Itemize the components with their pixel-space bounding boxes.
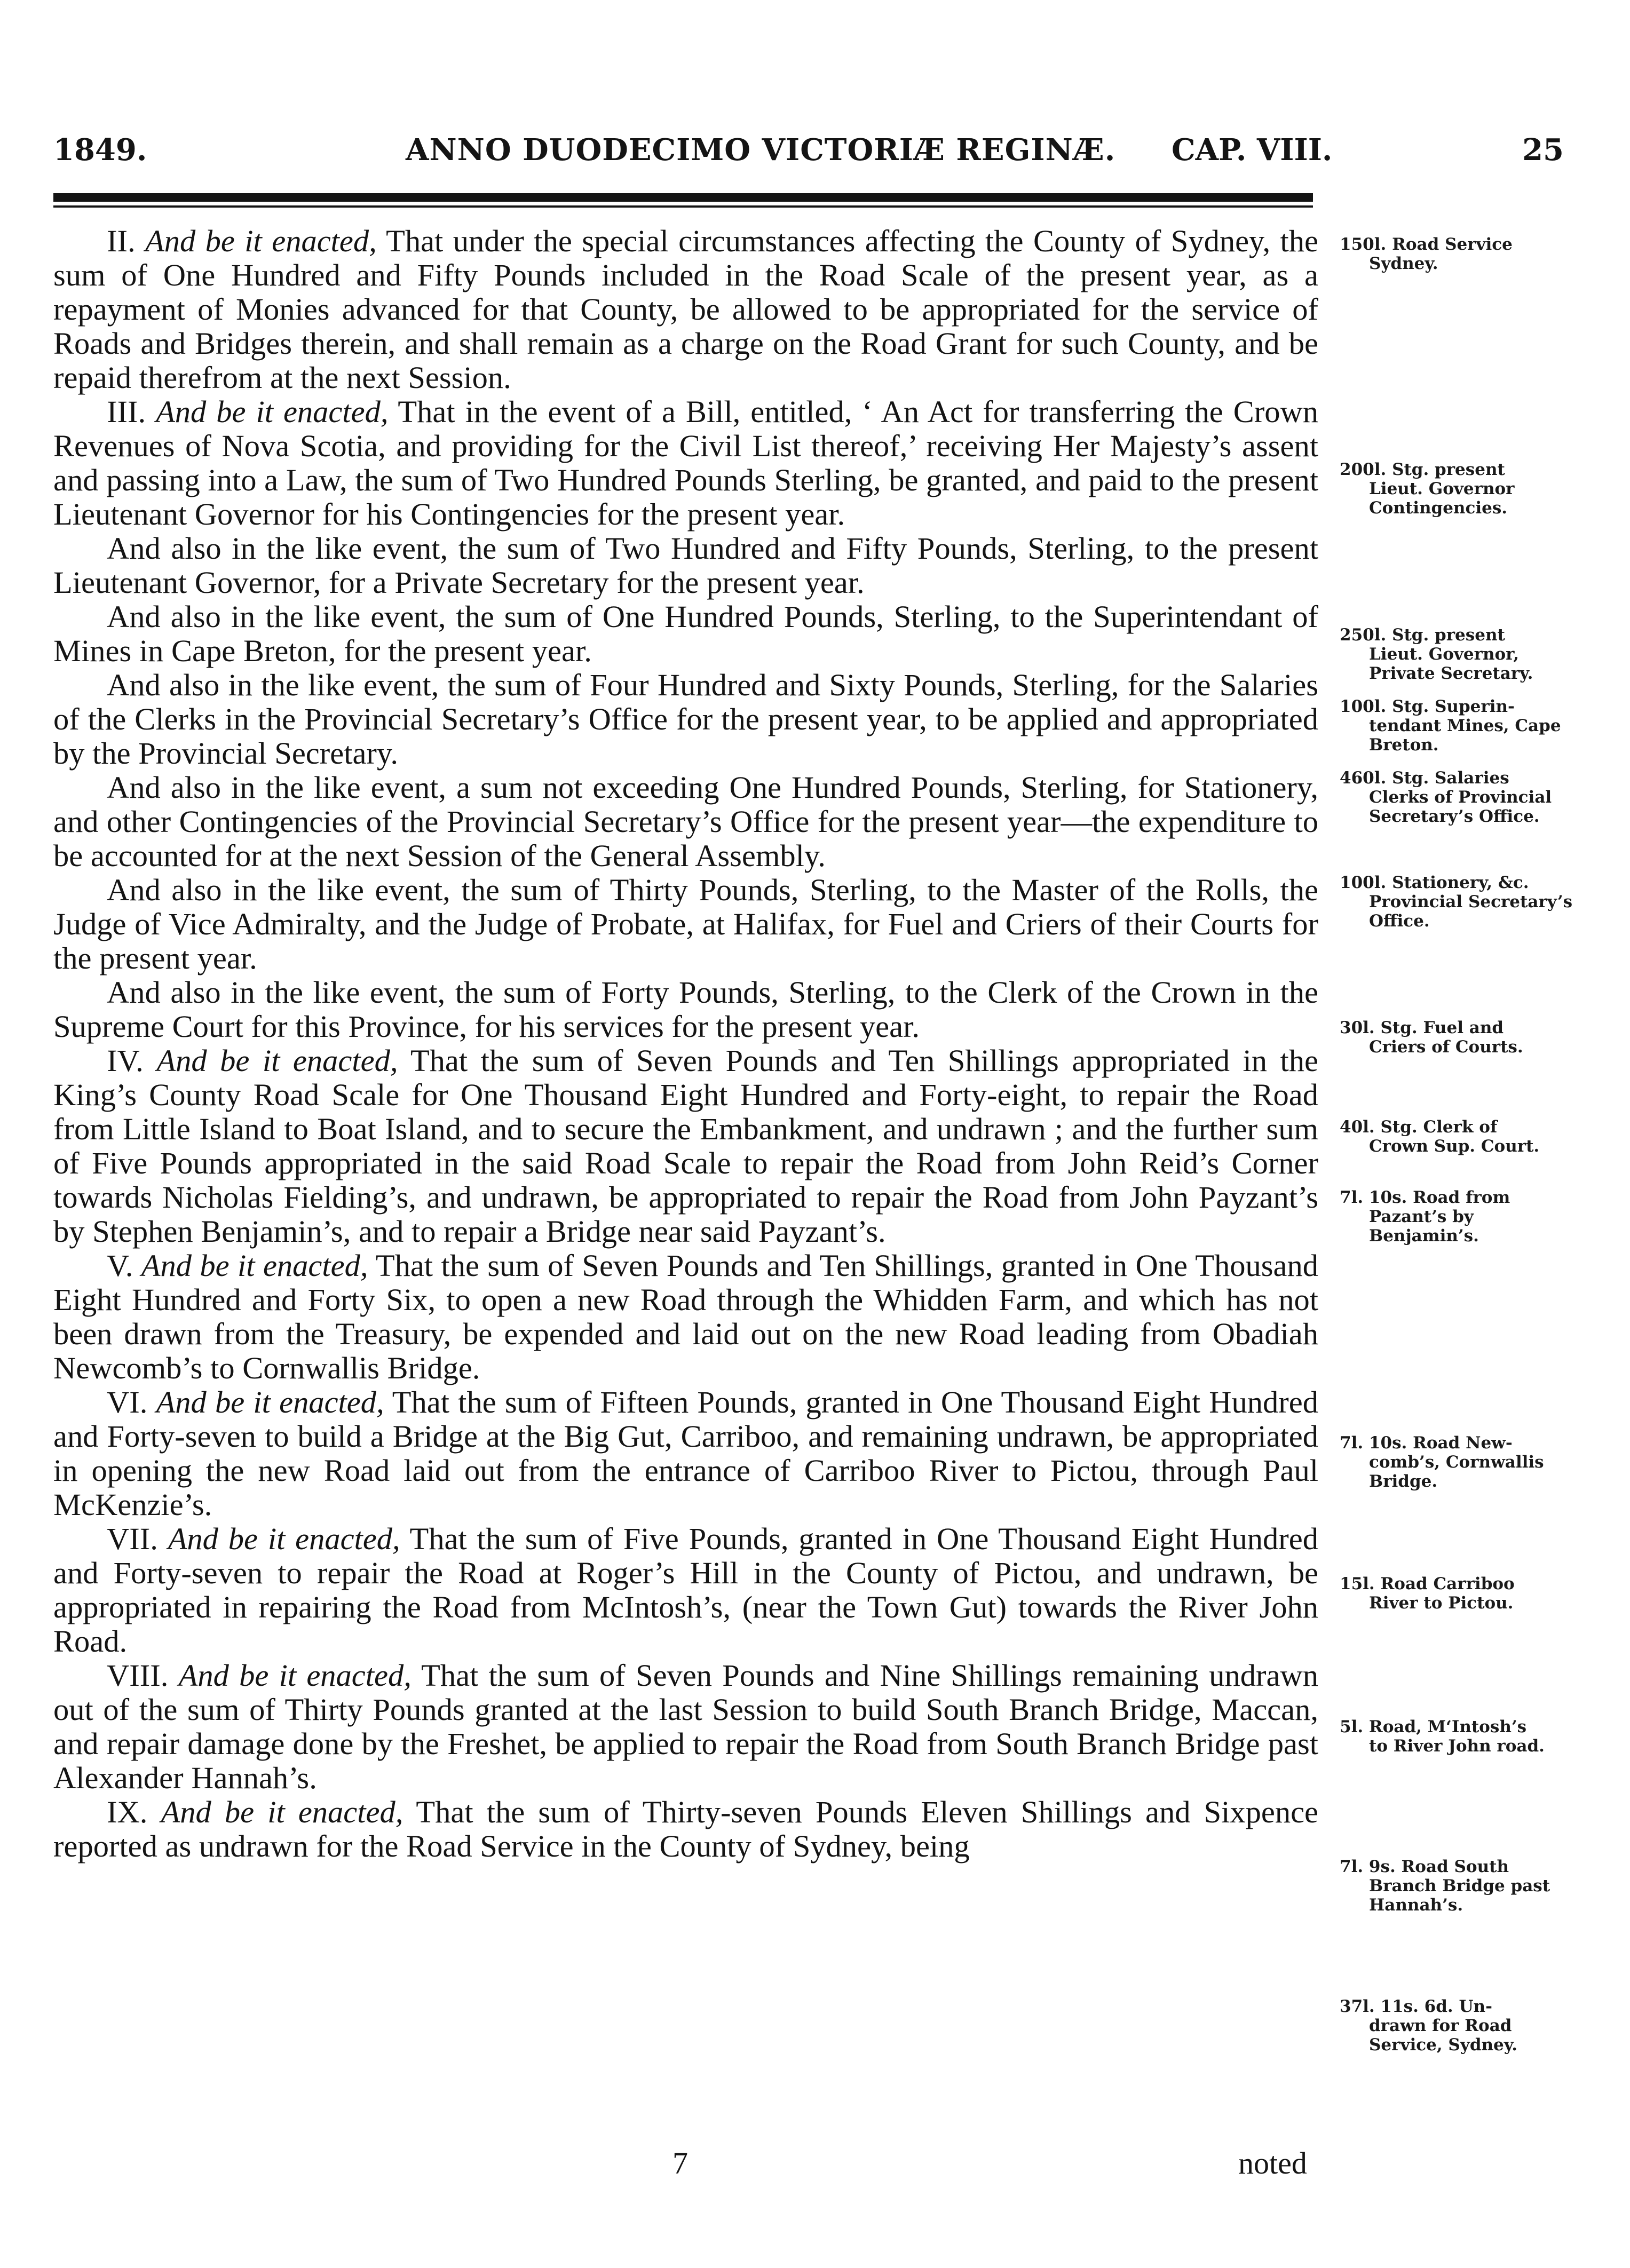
header-year: 1849. (53, 132, 147, 168)
page-number: 25 (1522, 132, 1564, 168)
clause-text: And also in the like event, the sum of Four Hundred and Sixty Pounds, Sterling, for the Salaries of the Clerks in the Provincial Secretary’s Office for the present year, to be applied and appropriated by the Provincial Secretary. (53, 668, 1318, 771)
section-paragraph (53, 1659, 1318, 1795)
margin-note: 37l. 11s. 6d. Un- drawn for Road Service, Sydney. (1340, 1997, 1518, 2055)
margin-note: 150l. Road Service Sydney. (1340, 235, 1513, 273)
section-paragraph (53, 1044, 1318, 1249)
clause-paragraph (53, 873, 1318, 976)
section-number: V. (107, 1248, 133, 1283)
section-paragraph (53, 1385, 1318, 1522)
clause-paragraph (53, 668, 1318, 771)
margin-note: 250l. Stg. present Lieut. Governor, Private Secretary. (1340, 625, 1533, 683)
section-number: IX. (107, 1795, 148, 1829)
margin-note: 200l. Stg. present Lieut. Governor Contingencies. (1340, 460, 1515, 518)
margin-note: 40l. Stg. Clerk of Crown Sup. Court. (1340, 1117, 1540, 1156)
section-number: VII. (107, 1521, 158, 1556)
clause-paragraph (53, 600, 1318, 668)
header-rule-thick (53, 193, 1313, 202)
clause-text: And also in the like event, the sum of Forty Pounds, Sterling, to the Clerk of the Crown in the Supreme Court for this Province, for his services for the present year. (53, 975, 1318, 1044)
enacting-clause: And be it enacted, (178, 1658, 412, 1693)
section-text: That the sum of Seven Pounds and Nine Shillings remaining undrawn out of the sum of Thirty Pounds granted at the last Session to build South Branch Bridge, Maccan, and repair damage done by the Freshet, be applied to repair the Road from South Branch Bridge past Alexander Hannah’s. (53, 1658, 1318, 1795)
section-text: That the sum of Seven Pounds and Ten Shillings appropriated in the King’s County Road Scale for One Thousand Eight Hundred and Forty-eight, to repair the Road from Little Island to Boat Island, and to secure the Embankment, and undrawn ; and the further sum of Five Pounds appropriated in the said Road Scale to repair the Road from John Reid’s Corner towards Nicholas Fielding’s, and undrawn, be appropriated to repair the Road from John Payzant’s by Stephen Benjamin’s, and to repair a Bridge near said Payzant’s. (53, 1043, 1318, 1249)
clause-text: And also in the like event, the sum of Thirty Pounds, Sterling, to the Master of the Rolls, the Judge of Vice Admiralty, and the Judge of Probate, at Halifax, for Fuel and Criers of their Courts for the present year. (53, 873, 1318, 976)
margin-note: 5l. Road, M‘Intosh’s to River John road. (1340, 1717, 1545, 1756)
section-number: VIII. (107, 1658, 169, 1693)
clause-text: And also in the like event, the sum of Two Hundred and Fifty Pounds, Sterling, to the present Lieutenant Governor, for a Private Secretary for the present year. (53, 531, 1318, 600)
enacting-clause: And be it enacted, (156, 394, 389, 429)
statute-body (53, 224, 1318, 1863)
clause-paragraph (53, 532, 1318, 600)
margin-note: 15l. Road Carriboo River to Pictou. (1340, 1574, 1515, 1613)
enacting-clause: And be it enacted, (145, 224, 377, 258)
header-chapter: CAP. VIII. (1172, 132, 1333, 168)
section-number: IV. (107, 1043, 144, 1078)
margin-note: 100l. Stationery, &c. Provincial Secretary’s Office. (1340, 873, 1573, 931)
section-paragraph (53, 395, 1318, 532)
section-text: That the sum of Thirty-seven Pounds Eleven Shillings and Sixpence reported as undrawn for the Road Service in the County of Sydney, being (53, 1795, 1319, 1863)
header-title: ANNO DUODECIMO VICTORIÆ REGINÆ. (406, 132, 1116, 168)
clause-paragraph (53, 976, 1318, 1044)
margin-note: 460l. Stg. Salaries Clerks of Provincial Secretary’s Office. (1340, 768, 1552, 826)
catchword: noted (1238, 2146, 1307, 2180)
header-rule-thin (53, 205, 1313, 208)
margin-note: 7l. 9s. Road South Branch Bridge past Hannah’s. (1340, 1857, 1550, 1915)
clause-text: And also in the like event, the sum of One Hundred Pounds, Sterling, to the Superintendant of Mines in Cape Breton, for the present year. (53, 599, 1318, 668)
margin-note: 7l. 10s. Road New- comb’s, Cornwallis Bridge. (1340, 1433, 1544, 1491)
section-paragraph (53, 1795, 1318, 1863)
enacting-clause: And be it enacted, (156, 1043, 398, 1078)
section-text: That under the special circumstances affecting the County of Sydney, the sum of One Hundred and Fifty Pounds included in the Road Scale of the present year, as a repayment of Monies advanced for that County, be allowed to be appropriated for the service of Roads and Bridges therein, and shall remain as a charge on the Road Grant for such County, and be repaid therefrom at the next Session. (53, 224, 1318, 395)
clause-text: And also in the like event, a sum not exceeding One Hundred Pounds, Sterling, for Stationery, and other Contingencies of the Provincial Secretary’s Office for the present year—the expenditure to be accounted for at the next Session of the General Assembly. (53, 770, 1318, 873)
margin-note: 7l. 10s. Road from Pazant’s by Benjamin’s. (1340, 1188, 1510, 1246)
section-number: III. (107, 394, 146, 429)
section-text: That the sum of Seven Pounds and Ten Shillings, granted in One Thousand Eight Hundred and Forty Six, to open a new Road through the Whidden Farm, and which has not been drawn from the Treasury, be expended and laid out on the new Road leading from Obadiah Newcomb’s to Cornwallis Bridge. (53, 1248, 1319, 1385)
enacting-clause: And be it enacted, (156, 1385, 384, 1420)
margin-note: 30l. Stg. Fuel and Criers of Courts. (1340, 1018, 1523, 1057)
enacting-clause: And be it enacted, (141, 1248, 368, 1283)
section-text: That the sum of Five Pounds, granted in One Thousand Eight Hundred and Forty-seven to repair the Road at Roger’s Hill in the County of Pictou, and undrawn, be appropriated in repairing the Road from McIntosh’s, (near the Town Gut) towards the River John Road. (53, 1521, 1319, 1659)
section-text: That the sum of Fifteen Pounds, granted in One Thousand Eight Hundred and Forty-seven to build a Bridge at the Big Gut, Carriboo, and remaining undrawn, be appropriated in opening the new Road laid out from the entrance of Carriboo River to Pictou, through Paul McKenzie’s. (53, 1385, 1318, 1522)
signature-mark: 7 (672, 2146, 688, 2180)
margin-note: 100l. Stg. Superin- tendant Mines, Cape Breton. (1340, 697, 1561, 755)
section-paragraph (53, 1522, 1318, 1659)
section-paragraph (53, 224, 1318, 395)
enacting-clause: And be it enacted, (161, 1795, 403, 1829)
clause-paragraph (53, 771, 1318, 873)
section-number: VI. (107, 1385, 148, 1420)
section-paragraph (53, 1249, 1318, 1385)
section-number: II. (107, 224, 136, 258)
enacting-clause: And be it enacted, (168, 1521, 400, 1556)
running-header (53, 122, 1580, 180)
section-text: That in the event of a Bill, entitled, ‘ An Act for transferring the Crown Revenues of Nova Scotia, and providing for the Civil List thereof,’ receiving Her Majesty’s assent and passing into a Law, the sum of Two Hundred Pounds Sterling, be granted, and paid to the present Lieutenant Governor for his Contingencies for the present year. (53, 394, 1318, 532)
